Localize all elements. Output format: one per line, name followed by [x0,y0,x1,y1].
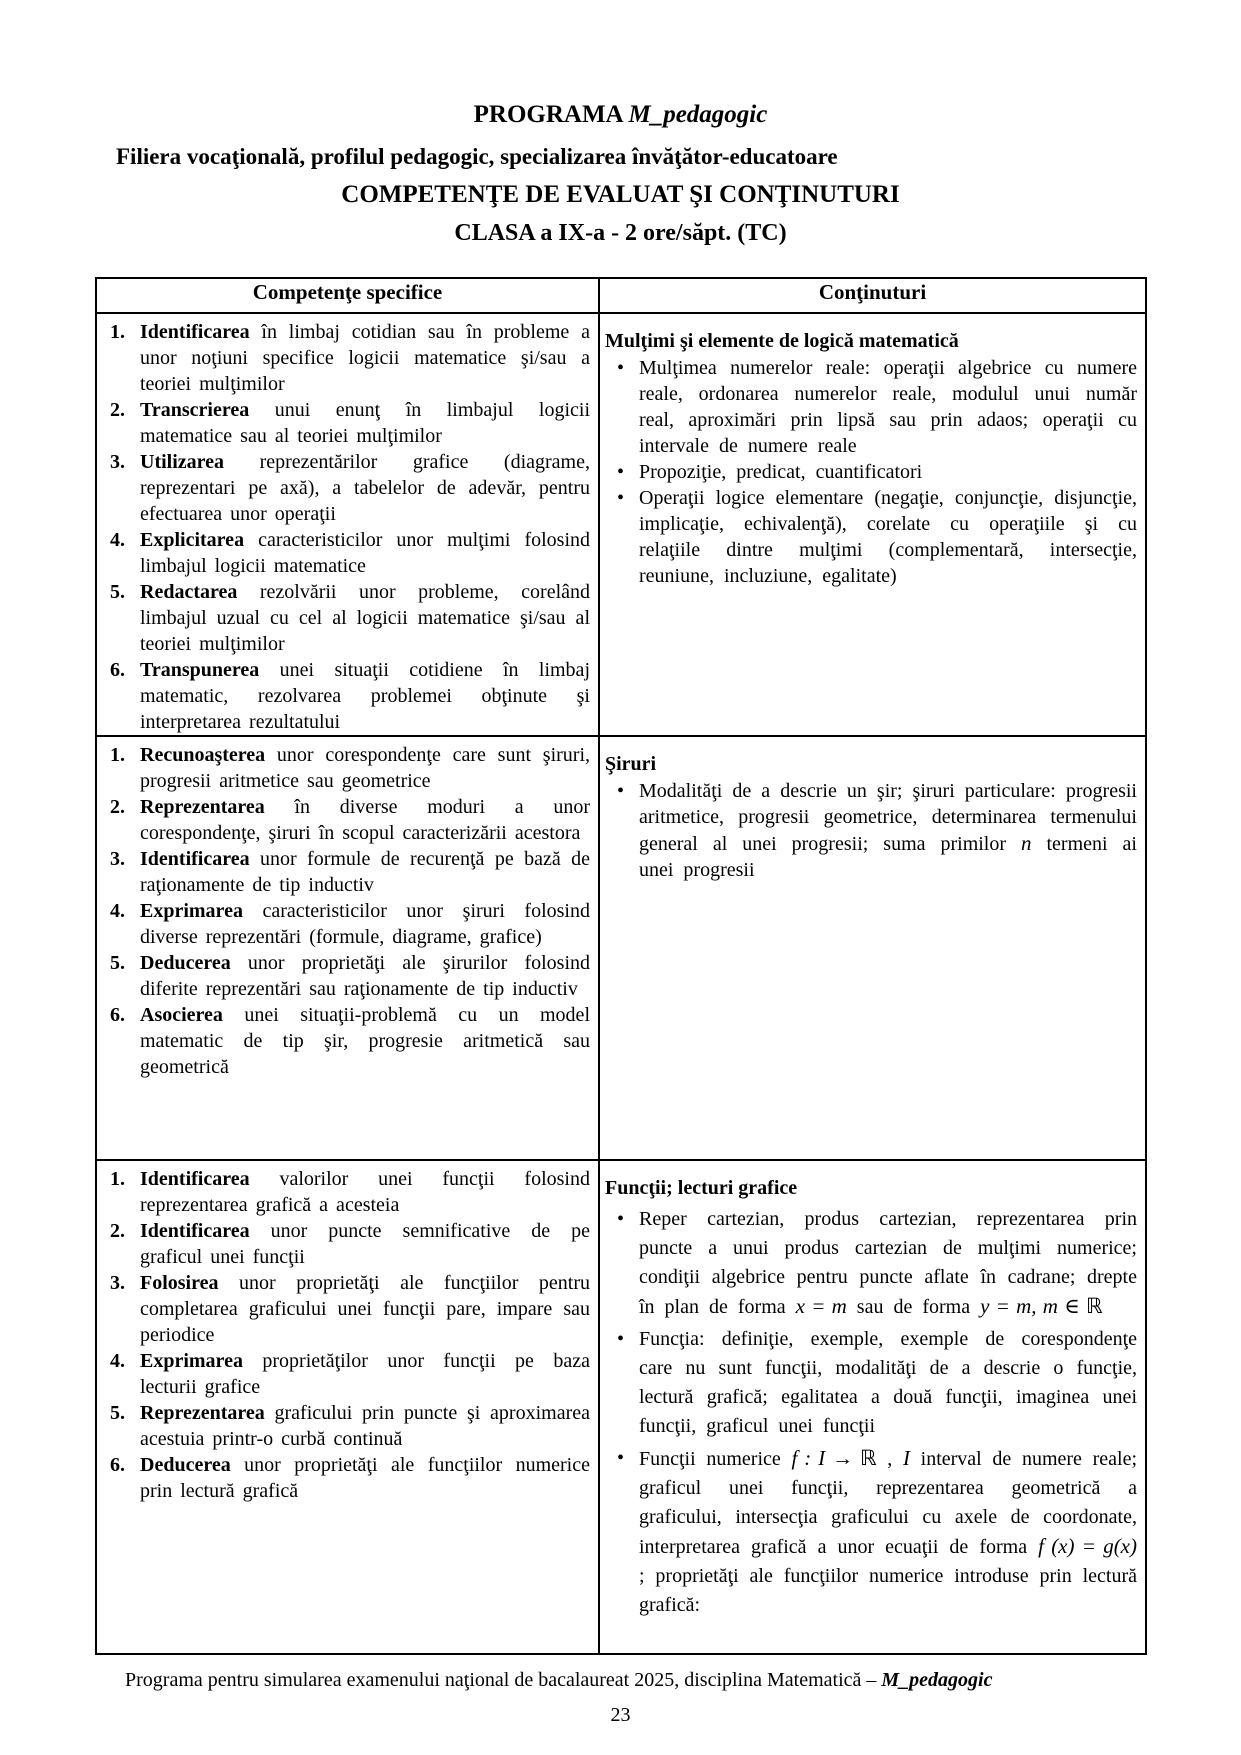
table-row-multimi [96,313,1146,736]
numbered-item [97,527,590,579]
numbered-item [97,1218,590,1270]
item-number: 4. [110,1350,125,1372]
section-heading: COMPETENŢE DE EVALUAT ŞI CONŢINUTURI [341,181,900,208]
item-lead: Transpunerea [140,659,260,681]
bullet-item [605,355,1137,459]
item-lead: Redactarea [140,581,238,603]
bullet-text-segment: Funcţii numerice [639,1448,792,1470]
item-lead: Reprezentarea [140,1402,265,1424]
content-title: Mulţimi şi elemente de logică matematică [605,330,959,352]
item-lead: Identificarea [140,1220,250,1242]
numbered-item [97,898,590,950]
item-text: unor proprietăţi ale şirurilor folosind diferite reprezentări sau raţionamente de tip inductiv [140,952,590,1000]
item-text: caracteristicilor unor şiruri folosind diverse reprezentări (formule, diagrame, grafice) [140,900,590,948]
continuturi-cell-2 [599,736,1146,1160]
item-text: reprezentărilor grafice (diagrame, reprezentari pe axă), a tabelelor de adevăr, pentru efectuarea unor operaţii [140,451,590,525]
bullet-item [605,1444,1137,1620]
competente-cell-1 [96,313,599,736]
page-title [0,0,1241,130]
numbered-item [97,1348,590,1400]
bullet-icon: • [617,1208,625,1230]
subtitle: Filiera vocaţională, profilul pedagogic, specializarea învăţător-educatoare [116,144,838,169]
item-number: 1. [110,321,125,343]
footer-emphasis: M_pedagogic [881,1669,993,1691]
table-header-row [96,278,1146,313]
item-lead: Deducerea [140,1454,231,1476]
bullet-text-segment: , [876,1448,903,1470]
item-number: 2. [110,796,125,818]
bullet-icon: • [617,357,625,379]
numbered-item [97,397,590,449]
page-title-italic: M_pedagogic [628,101,768,128]
bullet-icon: • [617,1447,625,1469]
footer-note [0,1667,1241,1693]
column-header-continuturi: Conţinuturi [599,278,1146,313]
numbered-item [97,1452,590,1504]
item-lead: Asocierea [140,1004,223,1026]
bullet-text-segment: Propoziţie, predicat, cuantificatori [639,461,923,483]
bullet-item [605,459,1137,485]
math-expression: x = m [795,1294,847,1318]
item-text: unor corespondenţe care sunt şiruri, progresii aritmetice sau geometrice [140,744,590,792]
item-number: 5. [110,952,125,974]
bullet-text-segment: Modalităţi de a descrie un şir; şiruri particulare: progresii aritmetice, progresii geometrice, determinarea termenului general al unei progresii; suma primilor [639,780,1137,855]
item-lead: Explicitarea [140,529,245,551]
item-lead: Folosirea [140,1272,219,1294]
item-text: rezolvării unor probleme, corelând limbajul uzual cu cel al logicii matematice şi/sau al teoriei mulţimilor [140,581,590,655]
item-number: 6. [110,1004,125,1026]
bullet-text-segment: ; proprietăţi ale funcţiilor numerice introduse prin lectură grafică: [639,1565,1137,1616]
item-number: 1. [110,1168,125,1190]
bullet-item [605,485,1137,589]
item-lead: Reprezentarea [140,796,265,818]
numbered-item [97,319,590,397]
item-number: 6. [110,659,125,681]
bullet-text-segment: Operaţii logice elementare (negaţie, conjuncţie, disjuncţie, implicaţie, echivalenţă), corelate cu operaţiile şi cu relaţiile dintre mulţimi (complementară, intersecţie, reuniune, incluziune, egalitate) [639,487,1137,587]
bullet-text-segment: interval de numere reale; graficul unei funcţii, reprezentarea geometrică a graficului, intersecţia graficului cu axele de coordonate, interpretarea grafică a unor ecuaţii de forma [639,1448,1138,1558]
numbered-item [97,449,590,527]
content-title: Funcţii; lecturi grafice [605,1177,798,1199]
numbered-item [97,657,590,735]
curriculum-table [95,277,1147,1655]
bullet-item [605,778,1137,883]
bullet-icon: • [617,487,625,509]
item-number: 3. [110,451,125,473]
item-number: 3. [110,848,125,870]
bullet-icon: • [617,1328,625,1350]
item-number: 4. [110,529,125,551]
math-expression: f (x) = g(x) [1038,1534,1137,1558]
item-number: 1. [110,744,125,766]
table-row-functii [96,1160,1146,1654]
item-text: unor proprietăţi ale funcţiilor pentru completarea graficului unei funcţii pare, impare sau periodice [140,1272,590,1346]
item-lead: Utilizarea [140,451,225,473]
numbered-item [97,579,590,657]
bullet-icon: • [617,780,625,802]
numbered-item [97,950,590,1002]
item-lead: Exprimarea [140,900,243,922]
item-text: unor proprietăţi ale funcţiilor numerice prin lectură grafică [140,1454,590,1502]
item-text: unei situaţii-problemă cu un model matematic de tip şir, progresie aritmetică sau geometrică [140,1004,590,1078]
table-row-siruri [96,736,1146,1160]
item-text: în diverse moduri a unor corespondenţe, şiruri în scopul caracterizării acestora [140,796,590,844]
item-number: 5. [110,581,125,603]
item-lead: Identificarea [140,1168,250,1190]
bullet-text-segment: sau de forma [846,1296,981,1318]
bullet-text-segment: Mulţimea numerelor reale: operaţii algebrice cu numere reale, ordonarea numerelor reale, modulul unui număr real, aproximări prin lipsă sau prin adaos; operaţii cu intervale de numere reale [639,357,1137,457]
numbered-item [97,1166,590,1218]
item-text: unor puncte semnificative de pe graficul unei funcţii [140,1220,590,1268]
competente-cell-3 [96,1160,599,1654]
page-number: 23 [610,1704,631,1726]
bullet-item [605,1325,1137,1441]
item-lead: Identificarea [140,321,250,343]
content-title: Şiruri [605,753,657,775]
bullet-item [605,1205,1137,1322]
item-number: 3. [110,1272,125,1294]
item-number: 6. [110,1454,125,1476]
item-text: unui enunţ în limbajul logicii matematice sau al teoriei mulţimilor [140,399,590,447]
page-title-text: PROGRAMA [473,101,629,128]
item-number: 2. [110,399,125,421]
item-number: 5. [110,1402,125,1424]
numbered-item [97,1002,590,1080]
item-text: în limbaj cotidian sau în probleme a unor noţiuni specifice logicii matematice şi/sau a teoriei mulţimilor [140,321,590,395]
numbered-item [97,794,590,846]
numbered-item [97,1270,590,1348]
item-text: caracteristicilor unor mulţimi folosind limbajul logicii matematice [140,529,590,577]
class-heading: CLASA a IX-a - 2 ore/săpt. (TC) [454,220,787,246]
bullet-icon: • [617,461,625,483]
continuturi-cell-3 [599,1160,1146,1654]
item-text: unei situaţii cotidiene în limbaj matematic, rezolvarea problemei obţinute şi interpretarea rezultatului [140,659,590,733]
item-text: proprietăţilor unor funcţii pe baza lecturii grafice [140,1350,590,1398]
item-number: 2. [110,1220,125,1242]
item-lead: Deducerea [140,952,231,974]
item-lead: Identificarea [140,848,250,870]
math-expression: f : I → ℝ [791,1446,877,1470]
math-expression: I [902,1446,910,1470]
math-expression: n [1021,831,1032,855]
item-text: valorilor unei funcţii folosind reprezentarea grafică a acesteia [140,1168,590,1216]
numbered-item [97,742,590,794]
bullet-text-segment: termeni ai unei progresii [639,833,1137,881]
numbered-item [97,1400,590,1452]
competente-cell-2 [96,736,599,1160]
continuturi-cell-1 [599,313,1146,736]
item-text: unor formule de recurenţă pe bază de raţionamente de tip inductiv [140,848,590,896]
footer-text: Programa pentru simularea examenului naţional de bacalaureat 2025, disciplina Matematică – [125,1669,882,1691]
item-text: graficului prin puncte şi aproximarea acestuia printr-o curbă continuă [140,1402,590,1450]
item-lead: Recunoaşterea [140,744,266,766]
numbered-item [97,846,590,898]
bullet-text-segment: Reper cartezian, produs cartezian, reprezentarea prin puncte a unui produs cartezian de mulţimi numerice; condiţii algebrice pentru puncte aflate în cadrane; drepte în plan de forma [639,1208,1137,1318]
item-number: 4. [110,900,125,922]
bullet-text-segment: Funcţia: definiţie, exemple, exemple de corespondenţe care nu sunt funcţii, modalităţi de a descrie o funcţie, lectură grafică; egalitatea a două funcţii, imaginea unei funcţii, graficul unei funcţii [639,1328,1137,1437]
math-expression: y = m, m ∈ ℝ [980,1294,1103,1318]
item-lead: Exprimarea [140,1350,243,1372]
item-lead: Transcrierea [140,399,250,421]
column-header-competente: Competenţe specifice [96,278,599,313]
